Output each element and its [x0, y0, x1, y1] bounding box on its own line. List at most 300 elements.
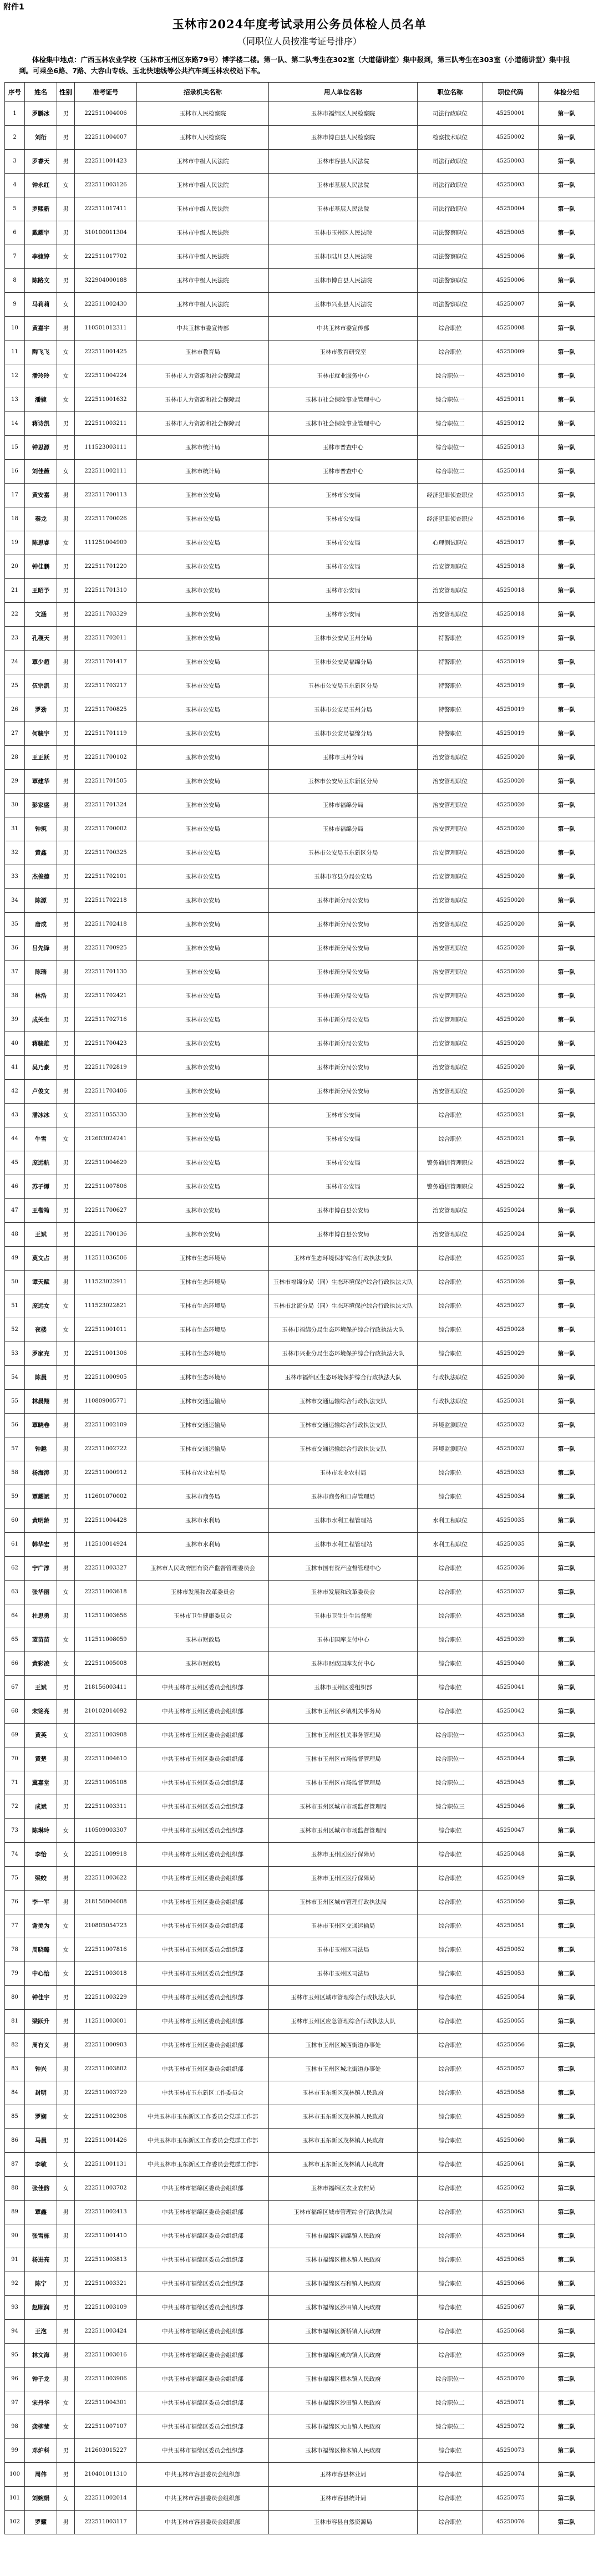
cell-index: 53 [5, 1342, 25, 1366]
cell-position-code: 45250024 [483, 1199, 539, 1223]
cell-gender: 男 [57, 627, 75, 651]
cell-ticket-number: 322904000188 [75, 269, 137, 293]
cell-employer: 玉林市交通运输综合行政执法支队 [269, 1437, 418, 1461]
cell-ticket-number: 222511003211 [75, 412, 137, 436]
cell-gender: 男 [57, 2272, 75, 2296]
cell-index: 42 [5, 1080, 25, 1104]
cell-exam-group: 第一队 [539, 627, 595, 651]
cell-ticket-number: 222511055330 [75, 1104, 137, 1127]
cell-ticket-number: 222511002014 [75, 2487, 137, 2511]
cell-ticket-number: 222511703217 [75, 674, 137, 698]
cell-employer: 玉林市公安局玉东新区分局 [269, 841, 418, 865]
cell-ticket-number: 222511700026 [75, 507, 137, 531]
cell-index: 39 [5, 1008, 25, 1032]
cell-ticket-number: 222511702418 [75, 913, 137, 937]
cell-gender: 男 [57, 1390, 75, 1414]
cell-position-code: 45250062 [483, 2177, 539, 2201]
table-row [5, 2177, 595, 2201]
cell-position-name: 综合职位 [418, 2177, 483, 2201]
cell-exam-group: 第一队 [539, 221, 595, 245]
cell-position-code: 45250001 [483, 102, 539, 126]
cell-employer: 玉林市兴业县人民法院 [269, 293, 418, 317]
cell-index: 93 [5, 2296, 25, 2320]
cell-recruiting-agency: 中共玉林市玉州区委员会组织部 [137, 1843, 269, 1867]
cell-exam-group: 第一队 [539, 841, 595, 865]
cell-gender: 男 [57, 1223, 75, 1247]
table-row [5, 1581, 595, 1604]
cell-name: 谭天赋 [25, 1271, 57, 1294]
table-row [5, 1509, 595, 1533]
cell-position-name: 综合职位 [418, 2224, 483, 2248]
cell-position-name: 综合职位 [418, 317, 483, 341]
cell-name: 刘佳薇 [25, 460, 57, 484]
cell-employer: 玉林市水利工程管理站 [269, 1533, 418, 1557]
cell-ticket-number: 222511002111 [75, 460, 137, 484]
table-row [5, 984, 595, 1008]
table-row [5, 722, 595, 746]
cell-gender: 男 [57, 1771, 75, 1795]
table-row [5, 627, 595, 651]
cell-gender: 女 [57, 2153, 75, 2177]
cell-gender: 男 [57, 1509, 75, 1533]
cell-recruiting-agency: 玉林市公安局 [137, 555, 269, 579]
cell-recruiting-agency: 中共玉林市玉州区委员会组织部 [137, 2034, 269, 2057]
cell-recruiting-agency: 玉林市统计局 [137, 436, 269, 460]
table-row [5, 1056, 595, 1080]
table-row [5, 341, 595, 364]
cell-name: 蒋骏雄 [25, 1032, 57, 1056]
table-row [5, 1986, 595, 2010]
cell-name: 吴乃豪 [25, 1056, 57, 1080]
cell-recruiting-agency: 玉林市发展和改革委员会 [137, 1581, 269, 1604]
cell-exam-group: 第一队 [539, 1104, 595, 1127]
cell-recruiting-agency: 玉林市中级人民法院 [137, 269, 269, 293]
cell-ticket-number: 222511700925 [75, 937, 137, 961]
cell-exam-group: 第二队 [539, 1604, 595, 1628]
cell-name: 罗熙新 [25, 197, 57, 221]
cell-employer: 玉林市福绵区福绵镇人民政府 [269, 2224, 418, 2248]
cell-employer: 玉林市玉东新区茂林镇人民政府 [269, 2081, 418, 2105]
cell-position-name: 综合职位 [418, 1557, 483, 1581]
table-row [5, 1151, 595, 1175]
cell-exam-group: 第一队 [539, 126, 595, 150]
cell-ticket-number: 222511003702 [75, 2177, 137, 2201]
table-row [5, 1294, 595, 1318]
cell-position-code: 45250002 [483, 126, 539, 150]
cell-employer: 玉林市玉州区司法局 [269, 1962, 418, 1986]
cell-position-name: 综合职位 [418, 1843, 483, 1867]
cell-exam-group: 第一队 [539, 1127, 595, 1151]
cell-gender: 女 [57, 1914, 75, 1938]
cell-ticket-number: 222511001306 [75, 1342, 137, 1366]
cell-gender: 女 [57, 1819, 75, 1843]
cell-recruiting-agency: 中共玉林市玉州区委员会组织部 [137, 1700, 269, 1724]
cell-index: 24 [5, 651, 25, 674]
cell-employer: 玉林市容县人民法院 [269, 150, 418, 174]
cell-employer: 玉林市农业农村局 [269, 1461, 418, 1485]
cell-name: 宋丹华 [25, 2391, 57, 2415]
cell-recruiting-agency: 中共玉林市玉州区委员会组织部 [137, 2057, 269, 2081]
cell-exam-group: 第二队 [539, 1771, 595, 1795]
cell-employer: 玉林市卫生计生监督所 [269, 1604, 418, 1628]
cell-position-code: 45250031 [483, 1390, 539, 1414]
cell-ticket-number: 222511700325 [75, 841, 137, 865]
cell-gender: 男 [57, 1080, 75, 1104]
cell-gender: 女 [57, 1581, 75, 1604]
cell-position-name: 水利工程职位 [418, 1509, 483, 1533]
cell-gender: 男 [57, 2439, 75, 2463]
cell-position-name: 治安管理职位 [418, 913, 483, 937]
cell-index: 69 [5, 1724, 25, 1747]
cell-exam-group: 第一队 [539, 1342, 595, 1366]
cell-gender: 男 [57, 1891, 75, 1914]
cell-ticket-number: 222511701505 [75, 770, 137, 794]
cell-position-code: 45250008 [483, 317, 539, 341]
cell-position-name: 司法警察职位 [418, 269, 483, 293]
cell-recruiting-agency: 玉林市公安局 [137, 1104, 269, 1127]
cell-position-name: 综合职位 [418, 1938, 483, 1962]
cell-position-name: 警务通信管理职位 [418, 1151, 483, 1175]
cell-ticket-number: 222511003906 [75, 2367, 137, 2391]
cell-exam-group: 第一队 [539, 698, 595, 722]
cell-employer: 玉林市福绵区樟木镇人民政府 [269, 2248, 418, 2272]
cell-employer: 玉林市基层人民法院 [269, 197, 418, 221]
cell-recruiting-agency: 玉林市公安局 [137, 1151, 269, 1175]
cell-index: 92 [5, 2272, 25, 2296]
cell-ticket-number: 222511004428 [75, 1509, 137, 1533]
cell-position-code: 45250050 [483, 1891, 539, 1914]
header-position-name: 职位名称 [418, 83, 483, 102]
cell-exam-group: 第一队 [539, 1414, 595, 1437]
cell-position-code: 45250013 [483, 436, 539, 460]
cell-ticket-number: 222511003126 [75, 174, 137, 197]
cell-exam-group: 第一队 [539, 1366, 595, 1390]
cell-name: 钟兴 [25, 2057, 57, 2081]
cell-name: 牛雪 [25, 1127, 57, 1151]
cell-recruiting-agency: 玉林市交通运输局 [137, 1437, 269, 1461]
cell-position-code: 45250009 [483, 341, 539, 364]
cell-name: 覃少超 [25, 651, 57, 674]
cell-position-code: 45250019 [483, 698, 539, 722]
table-row [5, 1843, 595, 1867]
cell-recruiting-agency: 玉林市生态环境局 [137, 1342, 269, 1366]
page-subtitle: （同职位人员按准考证号排序） [237, 36, 362, 47]
cell-exam-group: 第二队 [539, 2129, 595, 2153]
cell-recruiting-agency: 玉林市公安局 [137, 1032, 269, 1056]
cell-exam-group: 第二队 [539, 2034, 595, 2057]
cell-position-name: 治安管理职位 [418, 1056, 483, 1080]
cell-employer: 玉林市公安局 [269, 1104, 418, 1127]
table-row [5, 2105, 595, 2129]
cell-employer: 玉林市福绵分局 [269, 794, 418, 817]
cell-index: 87 [5, 2153, 25, 2177]
cell-position-code: 45250070 [483, 2367, 539, 2391]
table-row [5, 2487, 595, 2511]
cell-position-name: 综合职位 [418, 1652, 483, 1676]
cell-recruiting-agency: 玉林市生态环境局 [137, 1318, 269, 1342]
table-row [5, 364, 595, 388]
cell-position-name: 水利工程职位 [418, 1533, 483, 1557]
cell-recruiting-agency: 中共玉林市容县委员会组织部 [137, 2487, 269, 2511]
cell-position-name: 综合职位 [418, 2129, 483, 2153]
cell-employer: 玉林市玉州区城西街道办事处 [269, 2034, 418, 2057]
cell-position-code: 45250045 [483, 1771, 539, 1795]
cell-position-name: 特警职位 [418, 722, 483, 746]
cell-gender: 男 [57, 555, 75, 579]
cell-index: 13 [5, 388, 25, 412]
cell-name: 韩华宏 [25, 1533, 57, 1557]
cell-index: 8 [5, 269, 25, 293]
cell-name: 宁广淳 [25, 1557, 57, 1581]
cell-ticket-number: 212603024241 [75, 1127, 137, 1151]
table-row [5, 2296, 595, 2320]
table-row [5, 2010, 595, 2034]
cell-name: 卢俊文 [25, 1080, 57, 1104]
cell-gender: 男 [57, 1008, 75, 1032]
cell-index: 51 [5, 1294, 25, 1318]
cell-employer: 玉林市玉东新区茂林镇人民政府 [269, 2129, 418, 2153]
cell-position-code: 45250017 [483, 531, 539, 555]
cell-recruiting-agency: 中共玉林市玉州区委员会组织部 [137, 1867, 269, 1891]
cell-ticket-number: 111523022911 [75, 1271, 137, 1294]
header-position-code: 职位代码 [483, 83, 539, 102]
cell-ticket-number: 222511005108 [75, 1771, 137, 1795]
cell-name: 李婕婷 [25, 245, 57, 269]
cell-index: 63 [5, 1581, 25, 1604]
cell-gender: 男 [57, 126, 75, 150]
cell-position-name: 司法行政职位 [418, 102, 483, 126]
table-row [5, 531, 595, 555]
cell-index: 41 [5, 1056, 25, 1080]
cell-position-name: 综合职位 [418, 1700, 483, 1724]
cell-index: 75 [5, 1867, 25, 1891]
table-row [5, 484, 595, 507]
cell-exam-group: 第二队 [539, 2391, 595, 2415]
cell-exam-group: 第二队 [539, 2057, 595, 2081]
cell-exam-group: 第二队 [539, 2010, 595, 2034]
cell-employer: 玉林市公安局玉州分局 [269, 627, 418, 651]
cell-position-code: 45250025 [483, 1247, 539, 1271]
cell-ticket-number: 222511004006 [75, 102, 137, 126]
cell-position-code: 45250020 [483, 1032, 539, 1056]
cell-employer: 玉林市生态环境保护综合行政执法支队 [269, 1247, 418, 1271]
cell-recruiting-agency: 玉林市公安局 [137, 770, 269, 794]
cell-name: 周有义 [25, 2034, 57, 2057]
cell-gender: 男 [57, 2248, 75, 2272]
cell-name: 成关生 [25, 1008, 57, 1032]
cell-position-code: 45250019 [483, 627, 539, 651]
cell-recruiting-agency: 中共玉林市福绵区委员会组织部 [137, 2439, 269, 2463]
cell-position-code: 45250014 [483, 460, 539, 484]
cell-name: 宋铭亮 [25, 1700, 57, 1724]
cell-position-code: 45250071 [483, 2391, 539, 2415]
table-row [5, 579, 595, 603]
cell-exam-group: 第二队 [539, 1938, 595, 1962]
cell-position-code: 45250044 [483, 1747, 539, 1771]
cell-position-code: 45250047 [483, 1819, 539, 1843]
cell-exam-group: 第一队 [539, 722, 595, 746]
cell-recruiting-agency: 中共玉林市玉州区委员会组织部 [137, 1938, 269, 1962]
cell-position-name: 综合职位 [418, 2511, 483, 2534]
cell-position-name: 综合职位 [418, 2320, 483, 2344]
cell-exam-group: 第一队 [539, 555, 595, 579]
cell-gender: 男 [57, 1676, 75, 1700]
cell-gender: 男 [57, 1461, 75, 1485]
cell-recruiting-agency: 中共玉林市福绵区委员会组织部 [137, 2415, 269, 2439]
cell-ticket-number: 222511702011 [75, 627, 137, 651]
cell-name: 王昭予 [25, 579, 57, 603]
cell-gender: 女 [57, 531, 75, 555]
cell-ticket-number: 112511036506 [75, 1247, 137, 1271]
cell-position-code: 45250039 [483, 1628, 539, 1652]
cell-recruiting-agency: 中共玉林市玉州区委员会组织部 [137, 1891, 269, 1914]
cell-position-code: 45250020 [483, 865, 539, 889]
cell-gender: 男 [57, 412, 75, 436]
cell-gender: 女 [57, 245, 75, 269]
cell-position-code: 45250055 [483, 2010, 539, 2034]
cell-position-code: 45250033 [483, 1461, 539, 1485]
cell-exam-group: 第二队 [539, 1557, 595, 1581]
cell-name: 何骏宇 [25, 722, 57, 746]
table-row [5, 1318, 595, 1342]
table-row [5, 889, 595, 913]
cell-recruiting-agency: 中共玉林市福绵区委员会组织部 [137, 2248, 269, 2272]
cell-position-code: 45250021 [483, 1104, 539, 1127]
cell-name: 莫文占 [25, 1247, 57, 1271]
cell-position-name: 治安管理职位 [418, 579, 483, 603]
cell-position-code: 45250040 [483, 1652, 539, 1676]
cell-position-code: 45250060 [483, 2129, 539, 2153]
cell-position-code: 45250074 [483, 2463, 539, 2487]
cell-gender: 女 [57, 1628, 75, 1652]
cell-index: 52 [5, 1318, 25, 1342]
cell-name: 文涵 [25, 603, 57, 627]
cell-name: 陶飞飞 [25, 341, 57, 364]
cell-ticket-number: 222511009918 [75, 1843, 137, 1867]
cell-index: 67 [5, 1676, 25, 1700]
table-row [5, 102, 595, 126]
cell-exam-group: 第一队 [539, 460, 595, 484]
cell-ticket-number: 222511003109 [75, 2296, 137, 2320]
cell-ticket-number: 212603015227 [75, 2439, 137, 2463]
cell-employer: 玉林市公安局玉东新区分局 [269, 770, 418, 794]
cell-index: 1 [5, 102, 25, 126]
cell-index: 16 [5, 460, 25, 484]
cell-gender: 男 [57, 1032, 75, 1056]
cell-recruiting-agency: 中共玉林市玉东新区工作委员会党群工作部 [137, 2105, 269, 2129]
cell-ticket-number: 222511007806 [75, 1175, 137, 1199]
cell-name: 陈源 [25, 889, 57, 913]
table-row [5, 817, 595, 841]
table-row [5, 1533, 595, 1557]
cell-ticket-number: 222511702819 [75, 1056, 137, 1080]
cell-position-code: 45250042 [483, 1700, 539, 1724]
cell-position-code: 45250006 [483, 269, 539, 293]
cell-ticket-number: 222511700627 [75, 1199, 137, 1223]
cell-position-name: 综合职位 [418, 1247, 483, 1271]
cell-exam-group: 第二队 [539, 2344, 595, 2367]
cell-position-name: 综合职位 [418, 1891, 483, 1914]
cell-ticket-number: 222511003016 [75, 2344, 137, 2367]
cell-position-code: 45250035 [483, 1509, 539, 1533]
cell-name: 黄英 [25, 1724, 57, 1747]
cell-recruiting-agency: 玉林市生态环境局 [137, 1294, 269, 1318]
cell-index: 14 [5, 412, 25, 436]
table-row [5, 1604, 595, 1628]
cell-position-name: 特警职位 [418, 627, 483, 651]
cell-name: 钟子龙 [25, 2367, 57, 2391]
cell-name: 马莉莉 [25, 293, 57, 317]
cell-exam-group: 第一队 [539, 484, 595, 507]
cell-gender: 男 [57, 1747, 75, 1771]
cell-ticket-number: 112511003656 [75, 1604, 137, 1628]
cell-index: 96 [5, 2367, 25, 2391]
cell-employer: 玉林市玉东新区茂林镇人民政府 [269, 2153, 418, 2177]
cell-employer: 玉林市交通运输综合行政执法支队 [269, 1390, 418, 1414]
table-row [5, 2153, 595, 2177]
cell-position-code: 45250061 [483, 2153, 539, 2177]
cell-name: 孔稷天 [25, 627, 57, 651]
cell-employer: 玉林市新分局公安局 [269, 1008, 418, 1032]
cell-ticket-number: 112511003001 [75, 2010, 137, 2034]
cell-exam-group: 第一队 [539, 770, 595, 794]
cell-position-name: 综合职位三 [418, 1795, 483, 1819]
cell-exam-group: 第二队 [539, 1891, 595, 1914]
cell-name: 罗鹏冰 [25, 102, 57, 126]
cell-gender: 女 [57, 174, 75, 197]
cell-index: 56 [5, 1414, 25, 1437]
cell-position-name: 治安管理职位 [418, 1223, 483, 1247]
cell-gender: 男 [57, 102, 75, 126]
table-row [5, 221, 595, 245]
cell-name: 陈宁 [25, 2272, 57, 2296]
cell-ticket-number: 222511702101 [75, 865, 137, 889]
table-row [5, 1390, 595, 1414]
cell-position-code: 45250022 [483, 1151, 539, 1175]
cell-exam-group: 第一队 [539, 388, 595, 412]
cell-position-name: 综合职位 [418, 1676, 483, 1700]
cell-gender: 男 [57, 1795, 75, 1819]
table-row [5, 961, 595, 984]
cell-exam-group: 第一队 [539, 913, 595, 937]
cell-employer: 玉林市社会保险事业管理中心 [269, 412, 418, 436]
cell-position-name: 综合职位 [418, 1914, 483, 1938]
table-row [5, 698, 595, 722]
cell-name: 邓炉科 [25, 2439, 57, 2463]
cell-ticket-number: 222511000905 [75, 1366, 137, 1390]
cell-employer: 玉林市北流分局（同）生态环境保护综合行政执法大队 [269, 1294, 418, 1318]
cell-gender: 男 [57, 436, 75, 460]
cell-position-name: 综合职位 [418, 2105, 483, 2129]
cell-gender: 男 [57, 269, 75, 293]
cell-position-name: 综合职位 [418, 1271, 483, 1294]
cell-name: 陈晨 [25, 1366, 57, 1390]
cell-position-code: 45250020 [483, 770, 539, 794]
cell-position-name: 综合职位 [418, 1867, 483, 1891]
cell-position-code: 45250065 [483, 2248, 539, 2272]
cell-ticket-number: 110809005771 [75, 1390, 137, 1414]
cell-index: 101 [5, 2487, 25, 2511]
cell-position-name: 经济犯罪侦查职位 [418, 484, 483, 507]
cell-employer: 玉林市新分局公安局 [269, 913, 418, 937]
cell-name: 黄嘉宇 [25, 317, 57, 341]
cell-position-code: 45250027 [483, 1294, 539, 1318]
cell-gender: 男 [57, 1414, 75, 1437]
cell-index: 48 [5, 1223, 25, 1247]
cell-name: 覃晓卷 [25, 1414, 57, 1437]
cell-exam-group: 第一队 [539, 269, 595, 293]
cell-index: 5 [5, 197, 25, 221]
